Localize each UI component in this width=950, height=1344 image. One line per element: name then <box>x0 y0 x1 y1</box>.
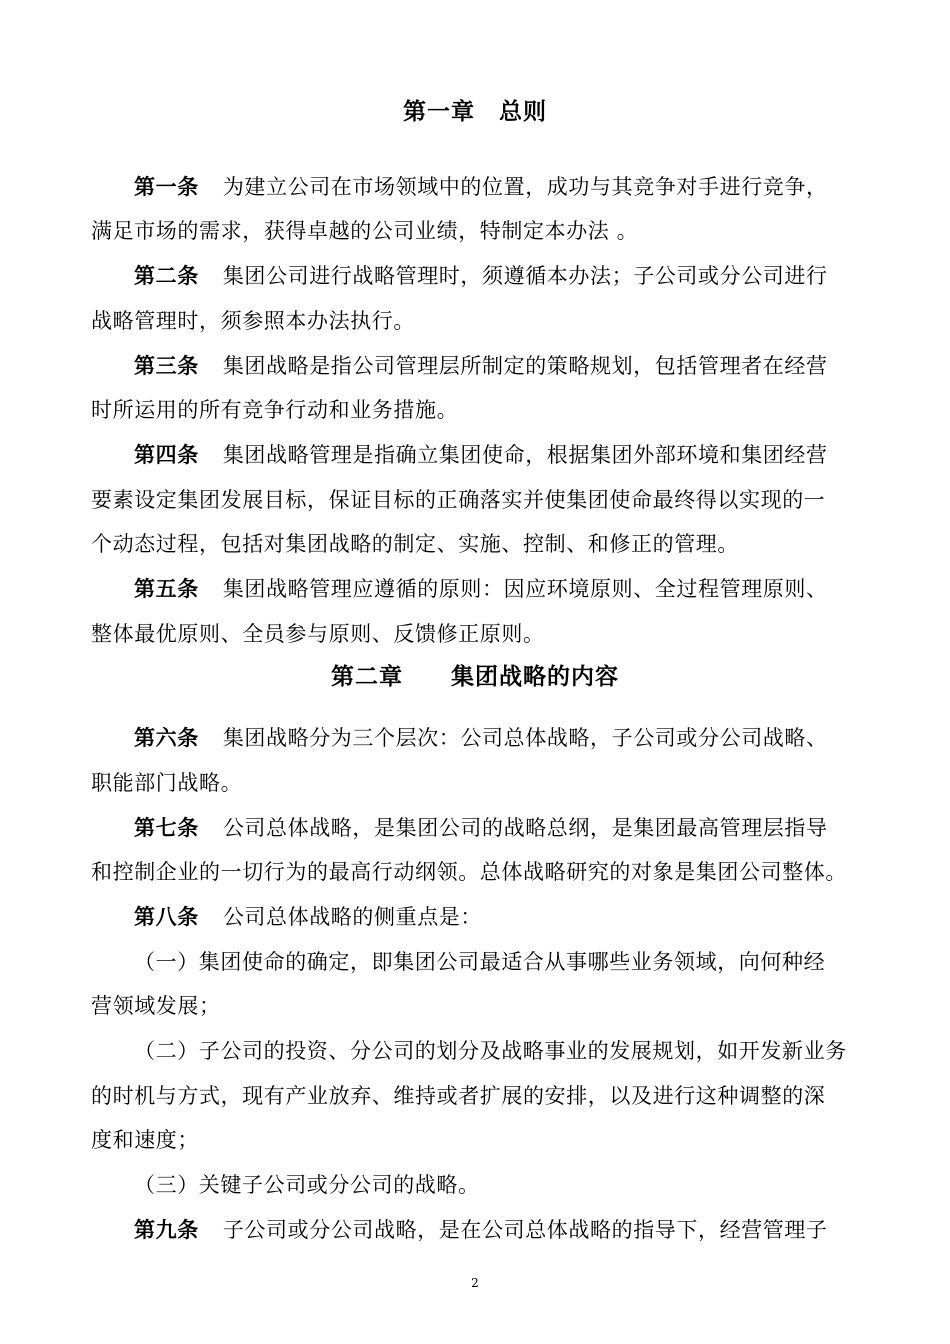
article-7-number: 第七条 <box>134 816 199 840</box>
article-3-number: 第三条 <box>134 354 199 378</box>
article-8-text-1: 公司总体战略的侧重点是： <box>222 905 483 929</box>
item-2-line-3: 度和速度； <box>91 1128 199 1152</box>
item-1-line-2: 营领域发展； <box>91 994 221 1018</box>
article-9-number: 第九条 <box>134 1218 199 1242</box>
article-8-number: 第八条 <box>134 905 199 929</box>
article-1-line-2: 满足市场的需求，获得卓越的公司业绩，特制定本办法 。 <box>91 219 639 243</box>
article-3-text-1: 集团战略是指公司管理层所制定的策略规划，包括管理者在经营 <box>222 354 828 378</box>
article-1-line-1 <box>134 171 828 201</box>
article-5-text-1: 集团战略管理应遵循的原则：因应环境原则、全过程管理原则、 <box>222 577 828 601</box>
article-9-line-1 <box>134 1214 828 1244</box>
article-5-number: 第五条 <box>134 577 199 601</box>
article-1-number: 第一条 <box>134 175 199 199</box>
item-2-line-2: 的时机与方式，现有产业放弃、维持或者扩展的安排，以及进行这种调整的深 <box>91 1084 826 1108</box>
article-4-number: 第四条 <box>134 443 199 467</box>
article-5-line-2: 整体最优原则、全员参与原则、反馈修正原则。 <box>91 622 545 646</box>
page-number: 2 <box>471 1276 479 1290</box>
article-1-text-1: 为建立公司在市场领域中的位置，成功与其竞争对手进行竞争， <box>222 175 828 199</box>
article-2-text-1: 集团公司进行战略管理时，须遵循本办法；子公司或分公司进行 <box>222 264 828 288</box>
article-2-line-2: 战略管理时，须参照本办法执行。 <box>91 309 415 333</box>
article-5-line-1 <box>134 573 828 603</box>
article-4-line-3: 个动态过程，包括对集团战略的制定、实施、控制、和修正的管理。 <box>91 532 739 556</box>
item-3-line-1: （三）关键子公司或分公司的战略。 <box>134 1173 480 1197</box>
article-3-line-1 <box>134 350 828 380</box>
article-6-text-1: 集团战略分为三个层次：公司总体战略，子公司或分公司战略、 <box>222 726 828 750</box>
article-8-line-1 <box>134 901 482 931</box>
item-2-line-1: （二）子公司的投资、分公司的划分及战略事业的发展规划，如开发新业务 <box>134 1039 847 1063</box>
article-6-line-1 <box>134 722 828 752</box>
article-4-text-1: 集团战略管理是指确立集团使命，根据集团外部环境和集团经营 <box>222 443 828 467</box>
article-6-number: 第六条 <box>134 726 199 750</box>
article-7-line-2: 和控制企业的一切行为的最高行动纲领。总体战略研究的对象是集团公司整体。 <box>91 860 847 884</box>
article-3-line-2: 时所运用的所有竞争行动和业务措施。 <box>91 398 459 422</box>
article-9-text-1: 子公司或分公司战略，是在公司总体战略的指导下，经营管理子 <box>222 1218 828 1242</box>
chapter-1-title: 第一章 总则 <box>403 99 547 125</box>
article-4-line-1 <box>134 439 828 469</box>
article-7-text-1: 公司总体战略，是集团公司的战略总纲，是集团最高管理层指导 <box>222 816 828 840</box>
article-4-line-2: 要素设定集团发展目标，保证目标的正确落实并使集团使命最终得以实现的一 <box>91 488 826 512</box>
item-1-line-1: （一）集团使命的确定，即集团公司最适合从事哪些业务领域，向何种经 <box>134 950 826 974</box>
article-2-line-1 <box>134 260 828 290</box>
article-6-line-2: 职能部门战略。 <box>91 771 243 795</box>
chapter-2-title: 第二章 集团战略的内容 <box>331 664 619 690</box>
article-2-number: 第二条 <box>134 264 199 288</box>
article-7-line-1 <box>134 812 828 842</box>
